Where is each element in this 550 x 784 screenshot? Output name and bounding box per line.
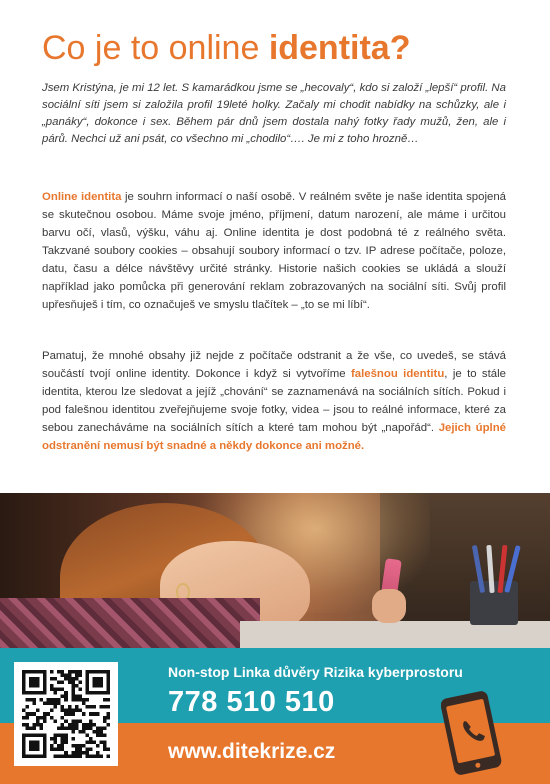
website-link[interactable]: www.ditekrize.cz (168, 740, 336, 763)
title-accent: identita? (268, 29, 411, 67)
smartphone-call-icon (441, 690, 505, 776)
title-plain: Co je to online (42, 29, 269, 67)
photo-hand (372, 589, 406, 623)
paragraph1-text: je souhrn informací o naší osobě. V reálném světe je naše identita spojená se skutečnou osobou. Máme svoje jméno, příjmení, datum narození, ale máme i určitou barvu očí, vlasů, výšku, váhu aj. Online identita je dost podobná té z reálného světa. Takzvané soubory cookies – obsahují soubory informací o tzv. IP adrese počítače, poloze, datu, času a délce návštěvy určité stránky. Historie našich cookies se ukládá a slouží například jako pomůcka při generování reklam zobrazovaných na sociální síti. Svůj profil upřesňuješ i tím, co označuješ ve smyslu tlačítek – „to se mi líbí“. (42, 191, 506, 311)
photo-shirt (0, 598, 260, 648)
paragraph2-text-a: Pamatuj, že mnohé obsahy již nejde z počítače odstranit a že vše, co uvedeš, se stává součástí tvojí online identity. Dokonce i když si vytvoříme (42, 350, 506, 380)
photo-desk (240, 621, 550, 648)
qr-code-icon (22, 670, 110, 758)
highlight-removal-warning: Jejich úplné odstranění nemusí být snadné a někdy dokonce ani možné. (42, 422, 506, 452)
highlight-fake-identity: falešnou identitu (350, 368, 445, 380)
girl-with-phone-photo (0, 493, 550, 648)
qr-code[interactable] (14, 662, 118, 766)
intro-story: Jsem Kristýna, je mi 12 let. S kamarádkou jsme se „hecovaly“, kdo si založí „lepší“ profil. Na sociální síti jsem si založila profil 19leté holky. Začaly mi chodit nabídky na schůzky, ale i „panáky“, dokonce i sex. Během pár dnů jsem dostala nahý fotky řady mužů, žen, ale i párů. Nechci už ani psát, co všechno mi „chodilo“…. Je mi z toho hrozně… (42, 82, 506, 145)
paragraph-fake-identity (42, 347, 506, 455)
paragraph2-text-b: , je to stále identita, kterou lze sledovat a jejíž „chování“ se zaznamenává na sociálních sítích. Pokud i pod falešnou identitou zveřejňujeme svoje fotky, videa – jsou to reálné informace, které za sebou zanecháváme na sociálních sítích a které tam mohou být „napořád“. (42, 368, 506, 434)
hotline-label: Non-stop Linka důvěry Rizika kyberprostoru (168, 664, 463, 680)
hotline-phone-number[interactable]: 778 510 510 (168, 686, 335, 718)
highlight-online-identity: Online identita (42, 191, 122, 203)
page-title (42, 26, 522, 70)
paragraph-online-identity (42, 188, 506, 314)
